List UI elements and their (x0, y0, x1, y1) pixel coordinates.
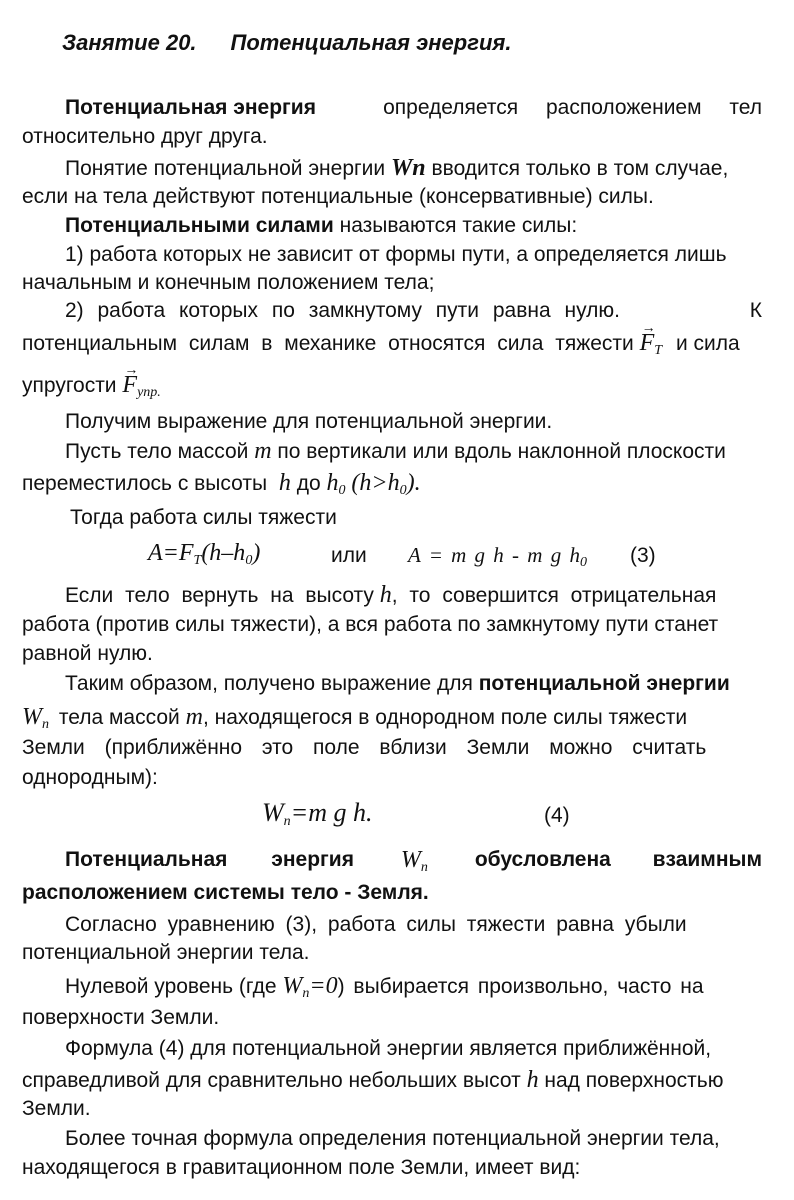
formula-part: =m g h. (290, 798, 373, 827)
formula-part: A=F (148, 540, 194, 566)
paragraph-10-line-1 (65, 912, 762, 938)
paragraph-12-line-2 (22, 1067, 723, 1094)
subscript: n (42, 717, 49, 732)
symbol-wp: Wп (390, 155, 426, 181)
paragraph-1-line-1 (65, 95, 762, 121)
symbol-h: h (326, 470, 339, 496)
symbol-w: W (262, 798, 284, 827)
subscript: T (193, 553, 202, 568)
subscript: 0 (579, 555, 587, 570)
paragraph-text: , находящегося в однородном поле силы тяжести (202, 706, 688, 729)
paragraph-6: Тогда работа силы тяжести (70, 506, 337, 529)
condition (351, 470, 420, 496)
bold-text: обусловлена взаимным (474, 848, 762, 871)
paragraph-8-line-4: однородным): (22, 766, 158, 789)
lesson-topic: Потенциальная энергия. (230, 30, 512, 55)
formula-work-expanded (408, 543, 587, 570)
list-item-2-line-3 (22, 372, 161, 406)
list-item-1-line-1: 1) работа которых не зависит от формы пути, а определяется лишь (65, 243, 727, 266)
equation-3-rhs (408, 542, 587, 576)
bold-text: расположением системы тело - Земля. (22, 881, 429, 904)
formula-part: =0 (309, 973, 338, 999)
symbol-w: W (22, 704, 42, 730)
subscript: n (302, 986, 310, 1001)
lesson-title (62, 30, 511, 56)
term-potential-forces: Потенциальными силами (65, 214, 334, 237)
paragraph-2-line-2: если на тела действуют потенциальные (консервативные) силы. (22, 185, 654, 208)
vector-gravity-force (640, 330, 662, 364)
paragraph-11-line-2: поверхности Земли. (22, 1006, 220, 1029)
subscript: 0 (245, 553, 253, 568)
paragraph-12-line-3: Земли. (22, 1097, 91, 1120)
symbol-m: m (254, 438, 272, 464)
paragraph-text: К (749, 299, 762, 322)
paragraph-13-line-1: Более точная формула определения потенциальной энергии тела, (65, 1127, 720, 1150)
paragraph-text: Согласно уравнению (3), работа силы тяжести равна убыли (65, 913, 687, 936)
paragraph-text: называются такие силы: (339, 214, 578, 237)
equation-4 (262, 800, 373, 835)
paragraph-3 (65, 213, 577, 239)
paragraph-12-line-1: Формула (4) для потенциальной энергии является приближённой, (65, 1037, 712, 1060)
symbol-h: h (278, 470, 291, 496)
subscript: T (654, 343, 663, 358)
vector-elastic-force (122, 372, 160, 406)
term-potential-energy: Потенциальная энергия (65, 96, 316, 119)
paragraph-text: Понятие потенциальной энергии (65, 157, 386, 180)
paragraph-7-line-2: работа (против силы тяжести), а вся работа по замкнутому пути станет (22, 613, 719, 636)
paragraph-text: Пусть тело массой (65, 440, 249, 463)
paragraph-text: тела массой (58, 706, 180, 729)
paragraph-text: ) выбирается произвольно, часто на (337, 975, 704, 998)
paragraph-text: Нулевой уровень (где (65, 975, 277, 998)
paragraph-8-line-3 (22, 735, 762, 761)
formula-work (148, 540, 260, 566)
paragraph-text: над поверхностью (544, 1069, 724, 1092)
subscript: 0 (399, 483, 407, 498)
formula-potential-energy (262, 798, 373, 827)
paragraph-text: до (296, 472, 321, 495)
paragraph-text: , то совершится отрицательная (391, 584, 717, 607)
equation-3-number: (3) (630, 544, 656, 567)
equation-4-number: (4) (544, 804, 570, 827)
paragraph-text: упругости (22, 374, 117, 397)
paragraph-4: Получим выражение для потенциальной энергии. (65, 410, 553, 433)
paragraph-10-line-2: потенциальной энергии тела. (22, 941, 310, 964)
paragraph-7-line-3: равной нулю. (22, 642, 153, 665)
symbol-wn (282, 973, 337, 999)
formula-part: A = m g h - m g h (408, 543, 580, 567)
paragraph-text: по вертикали или вдоль наклонной плоскости (277, 440, 726, 463)
term-potential-energy: потенциальной энергии (478, 672, 730, 695)
symbol-wn (22, 704, 49, 730)
symbol-m: m (185, 704, 203, 730)
subscript: n (420, 860, 428, 875)
subscript: упр. (137, 385, 161, 400)
subscript: n (283, 814, 291, 829)
paragraph-2-line-1 (65, 155, 728, 182)
symbol-wn (401, 847, 428, 881)
paragraph-text: Земли (приближённо это поле вблизи Земли можно считать (22, 736, 707, 759)
paragraph-text: 2) работа которых по замкнутому пути равна нулю. (65, 299, 620, 322)
subscript: 0 (338, 483, 346, 498)
paragraph-text: потенциальным силам в механике относятся сила тяжести (22, 332, 634, 355)
condition-text: (h>h (351, 470, 400, 496)
paragraph-5-line-2 (22, 470, 421, 504)
symbol-f: F (122, 372, 138, 398)
paragraph-9-line-2 (22, 880, 429, 906)
symbol-w: W (400, 847, 421, 873)
paragraph-5-line-1 (65, 438, 726, 465)
symbol-h0 (327, 470, 346, 496)
symbol-h: h (526, 1067, 539, 1093)
paragraph-text: и сила (675, 332, 740, 355)
paragraph-1-line-2: относительно друг друга. (22, 125, 268, 148)
paragraph-text: вводится только в том случае, (431, 157, 729, 180)
paragraph-8-line-1 (65, 671, 730, 697)
symbol-f: F (639, 330, 655, 356)
paragraph-9-line-1 (65, 847, 762, 881)
paragraph-13-line-2: находящегося в гравитационном поле Земли, имеет вид: (22, 1156, 581, 1179)
paragraph-7-line-1 (65, 582, 716, 609)
equation-3-or: или (331, 544, 367, 567)
equation-3-lhs (148, 540, 260, 574)
condition-end: ). (406, 470, 421, 496)
list-item-1-line-2: начальным и конечным положением тела; (22, 271, 435, 294)
paragraph-text: Если тело вернуть на высоту (65, 584, 374, 607)
formula-part: (h–h (201, 540, 246, 566)
paragraph-8-line-2 (22, 704, 687, 738)
term-potential-energy: Потенциальная энергия (65, 848, 354, 871)
paragraph-text: Таким образом, получено выражение для (65, 672, 473, 695)
lesson-number: Занятие 20. (62, 30, 197, 55)
list-item-2-line-1 (65, 298, 762, 324)
symbol-h: h (379, 582, 392, 608)
paragraph-text: переместилось с высоты (22, 472, 268, 495)
symbol-w: W (282, 973, 303, 999)
paragraph-11-line-1 (65, 973, 704, 1007)
paragraph-text: определяется расположением тел (383, 96, 762, 119)
paragraph-text: справедливой для сравнительно небольших высот (22, 1069, 521, 1092)
formula-part: ) (252, 540, 261, 566)
